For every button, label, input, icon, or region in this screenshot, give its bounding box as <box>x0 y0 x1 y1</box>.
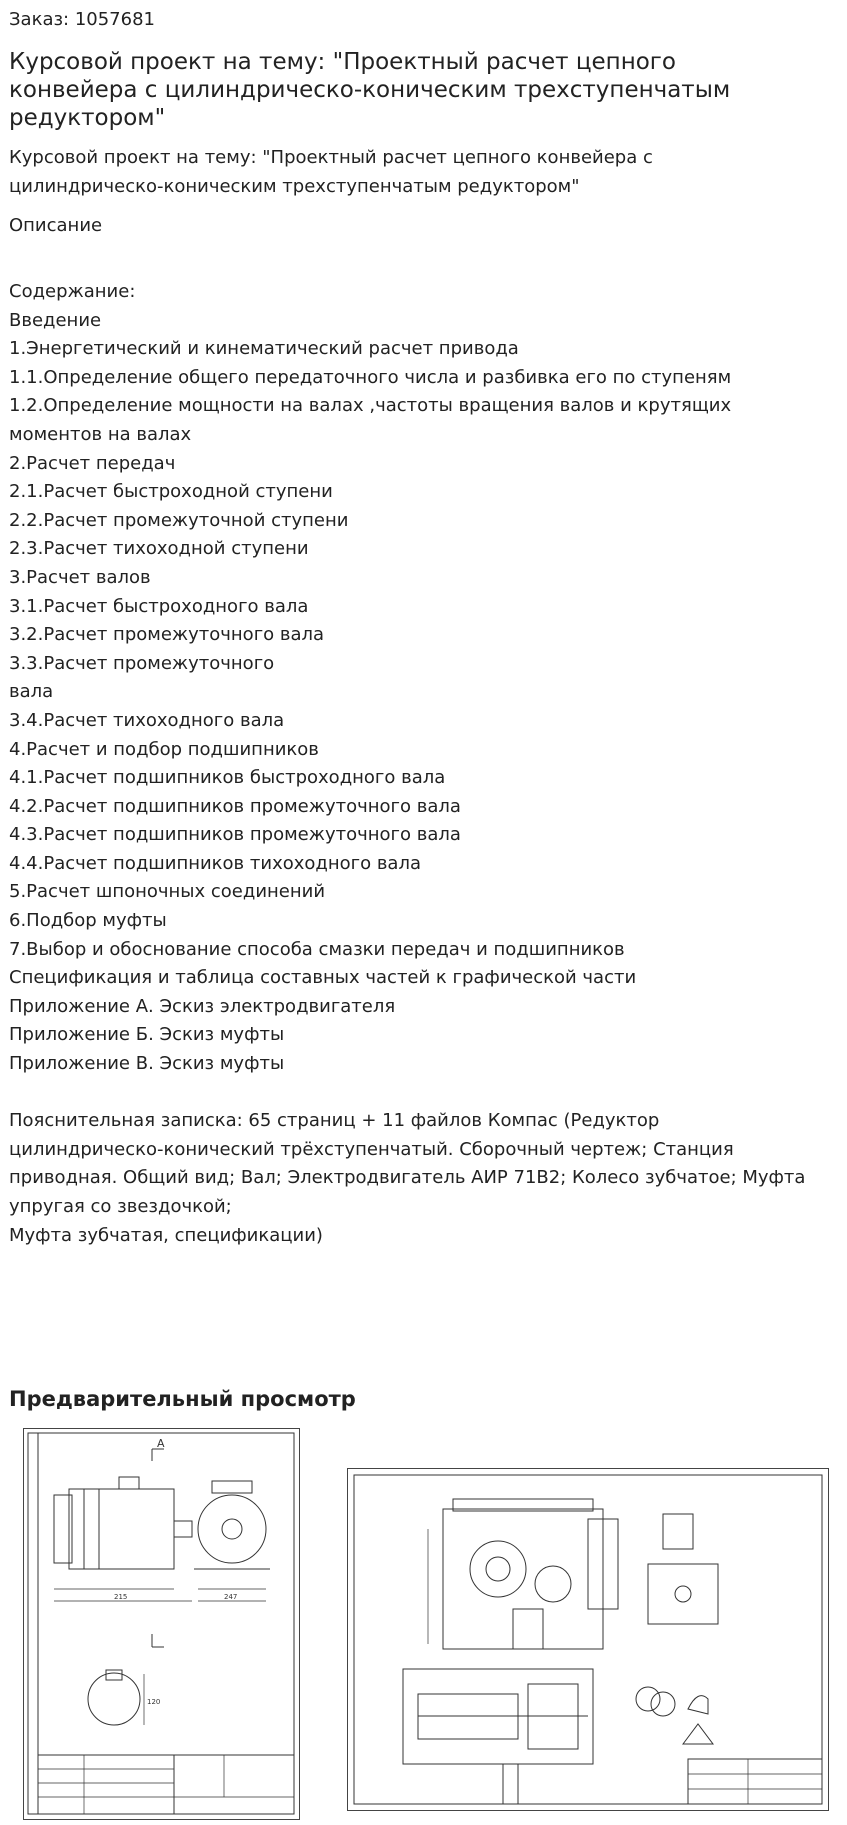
dim-label: 247 <box>224 1593 238 1601</box>
contents-text: Содержание: Введение 1.Энергетический и кинематический расчет привода 1.1.Определение общего передаточного числа и разбивка его по ступеням 1.2.Определение мощности на валах ,частоты вращения валов и крутящих моментов на валах 2.Расчет передач 2.1.Расчет быстроходной ступени 2.2.Расчет промежуточной ступени 2.3.Расчет тихоходной ступени 3.Расчет валов 3.1.Расчет быстроходного вала 3.2.Расчет промежуточного вала 3.3.Расчет промежуточного вала 3.4.Расчет тихоходного вала 4.Расчет и подбор подшипников 4.1.Расчет подшипников быстроходного вала 4.2.Расчет подшипников промежуточного вала 4.3.Расчет подшипников промежуточного вала 4.4.Расчет подшипников тихоходного вала 5.Расчет шпоночных соединений 6.Подбор муфты 7.Выбор и обоснование способа смазки передач и подшипников Спецификация и таблица составных частей к графической части Приложение А. Эскиз электродвигателя Приложение Б. Эскиз муфты Приложение В. Эскиз муфты Пояснительная записка: 65 страниц + 11 файлов Компас (Редуктор цилиндрическо-конический трёхступенчатый. Сборочный чертеж; Станция приводная. Общий вид; Вал; Электродвигатель АИР 71В2; Колесо зубчатое; Муфта упругая со звездочкой; Муфта зубчатая, спецификации) <box>9 281 806 1246</box>
preview-image-gearbox-assembly[interactable] <box>347 1468 829 1811</box>
dim-label: 120 <box>147 1698 161 1706</box>
order-number: Заказ: 1057681 <box>9 9 155 30</box>
description-label: Описание <box>9 215 103 236</box>
dim-label: 215 <box>114 1593 128 1601</box>
motor-drawing <box>24 1429 299 1819</box>
page-title: Курсовой проект на тему: "Проектный расчет цепного конвейера с цилиндрическо-коническим трехступенчатым редуктором" <box>9 49 731 131</box>
gearbox-drawing <box>348 1469 828 1810</box>
preview-image-motor-sketch[interactable] <box>23 1428 300 1820</box>
section-label: А <box>157 1437 165 1450</box>
preview-heading: Предварительный просмотр <box>9 1387 356 1411</box>
page-subtitle: Курсовой проект на тему: "Проектный расчет цепного конвейера с цилиндрическо-коническим трехступенчатым редуктором" <box>9 147 653 197</box>
